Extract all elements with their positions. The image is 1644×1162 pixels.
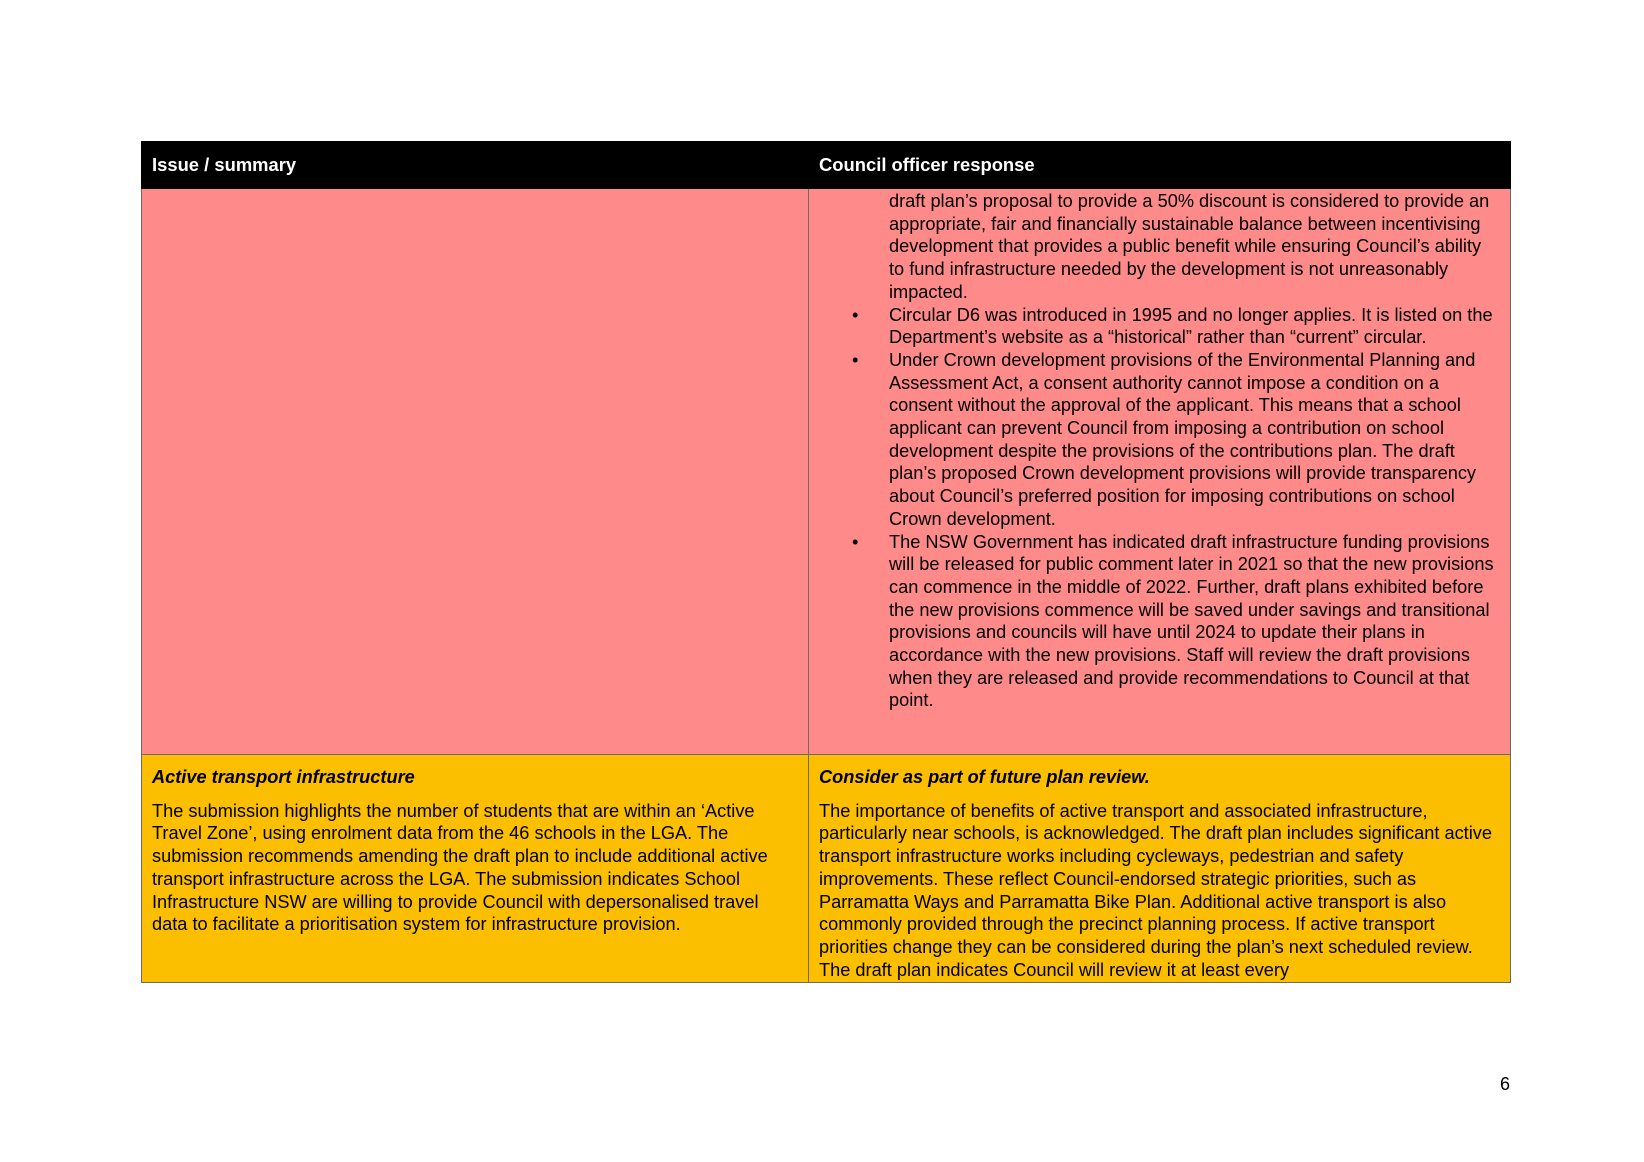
header-council-response: Council officer response bbox=[809, 142, 1511, 189]
table-row bbox=[142, 189, 1511, 755]
table-row bbox=[142, 755, 1511, 983]
response-heading: Consider as part of future plan review. bbox=[819, 767, 1150, 787]
header-issue-summary: Issue / summary bbox=[142, 142, 809, 189]
issue-summary-text: The submission highlights the number of students that are within an ‘Active Travel Zone’, using enrolment data from the 46 schools in the LGA. The submission recommends amending the draft plan to include additional active transport infrastructure across the LGA. The submission indicates School Infrastructure NSW are willing to provide Council with depersonalised travel data to facilitate a prioritisation system for infrastructure provision. bbox=[152, 800, 768, 935]
issue-heading: Active transport infrastructure bbox=[152, 767, 415, 787]
bullet-icon: • bbox=[852, 531, 859, 552]
issue-cell bbox=[142, 755, 809, 983]
bullet-icon: • bbox=[852, 304, 859, 325]
continuation-text: draft plan’s proposal to provide a 50% discount is considered to provide an appropriate, fair and financially sustainable balance between incentivising development that provides a public benefit while ensuring Council’s ability to fund infrastructure needed by the development is not unreasonably impacted. bbox=[889, 191, 1490, 302]
bullet-icon: • bbox=[852, 349, 859, 370]
bullet-continuation bbox=[889, 190, 1496, 304]
page-number: 6 bbox=[1499, 1074, 1510, 1094]
bullet-text: The NSW Government has indicated draft infrastructure funding provisions will be released for public comment later in 2021 so that the new provisions can commence in the middle of 2022. Further, draft plans exhibited before the new provisions commence will be saved under savings and transitional provisions and councils will have until 2024 to update their plans in accordance with the new provisions. Staff will review the draft provisions when they are released and provide recommendations to Council at that point. bbox=[889, 531, 1494, 711]
response-text: The importance of benefits of active transport and associated infrastructure, particularly near schools, is acknowledged. The draft plan includes significant active transport infrastructure works including cycleways, pedestrian and safety improvements. These reflect Council-endorsed strategic priorities, such as Parramatta Ways and Parramatta Bike Plan. Additional active transport is also commonly provided through the precinct planning process. If active transport priorities change they can be considered during the plan’s next scheduled review. The draft plan indicates Council will review it at least every bbox=[819, 800, 1492, 980]
list-item bbox=[852, 531, 1496, 713]
list-item bbox=[852, 349, 1496, 531]
response-bullet-list bbox=[819, 190, 1496, 712]
bullet-text: Circular D6 was introduced in 1995 and no longer applies. It is listed on the Department’s website as a “historical” rather than “current” circular. bbox=[889, 304, 1493, 348]
table-header-row bbox=[142, 142, 1511, 189]
response-cell bbox=[809, 755, 1511, 983]
response-cell bbox=[809, 189, 1511, 755]
bullet-text: Under Crown development provisions of the Environmental Planning and Assessment Act, a consent authority cannot impose a condition on a consent without the approval of the applicant. This means that a school applicant can prevent Council from imposing a contribution on school development despite the provisions of the contributions plan. The draft plan’s proposed Crown development provisions will provide transparency about Council’s preferred position for imposing contributions on school Crown development. bbox=[889, 349, 1477, 529]
list-item bbox=[852, 304, 1496, 349]
issue-cell-empty bbox=[142, 189, 809, 755]
submissions-table bbox=[141, 141, 1511, 983]
